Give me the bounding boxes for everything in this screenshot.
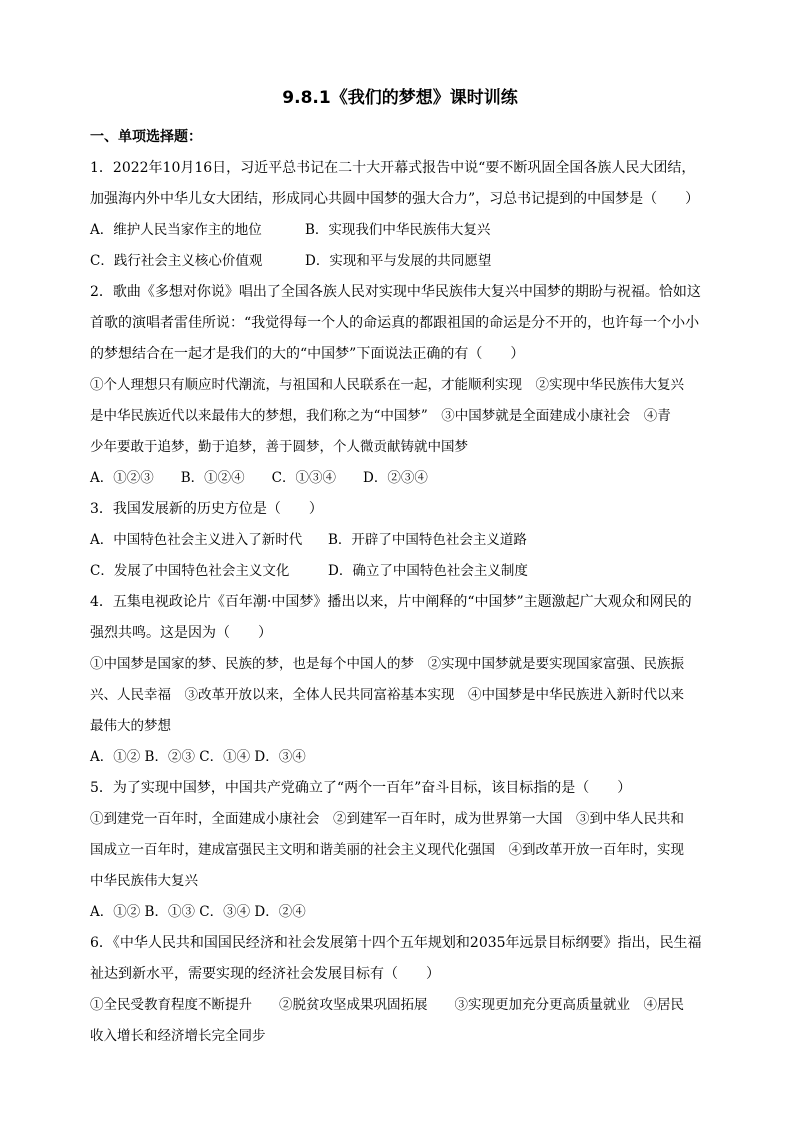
options-row: [90, 525, 710, 556]
question-3: [90, 494, 710, 587]
question-text: 加强海内外中华儿女大团结，形成同心共圆中国梦的强大合力”，习总书记提到的中国梦是（ ）: [90, 191, 700, 207]
question-text: 5．为了实现中国梦，中国共产党确立了“两个一百年”奋斗目标，该目标指的是（ ）: [90, 780, 632, 796]
option-a: A．维护人民当家作主的地位: [90, 222, 262, 238]
options-row: A．①② B．②③ C．①④ D．③④: [90, 749, 306, 765]
question-text: 1．2022年10月16日，习近平总书记在二十大开幕式报告中说“要不断巩固全国各族人民大团结，: [90, 160, 696, 176]
statement-line: 收入增长和经济增长完全同步: [90, 1028, 266, 1044]
question-text: 2．歌曲《多想对你说》唱出了全国各族人民对实现中华民族伟大复兴中国梦的期盼与祝福。恰如这: [90, 284, 701, 300]
statement-line: ①中国梦是国家的梦、民族的梦，也是每个中国人的梦 ②实现中国梦就是要实现国家富强、民族振: [90, 656, 684, 672]
statement-line: ①到建党一百年时，全面建成小康社会 ②到建军一百年时，成为世界第一大国 ③到中华人民共和: [90, 811, 684, 827]
options-row: [90, 215, 710, 246]
question-6: [90, 928, 710, 1052]
option-b: B．开辟了中国特色社会主义道路: [328, 532, 527, 548]
question-text: 3．我国发展新的历史方位是（ ）: [90, 501, 323, 517]
statement-line: 是中华民族近代以来最伟大的梦想，我们称之为“中国梦” ③中国梦就是全面建成小康社会 ④青: [90, 408, 671, 424]
statement-line: 国成立一百年时，建成富强民主文明和谐美丽的社会主义现代化强国 ④到改革开放一百年时，实现: [90, 842, 684, 858]
question-text: 强烈共鸣。这是因为（ ）: [90, 625, 272, 641]
question-text: 祉达到新水平，需要实现的经济社会发展目标有（ ）: [90, 966, 440, 982]
statement-line: 兴、人民幸福 ③改革开放以来，全体人民共同富裕基本实现 ④中国梦是中华民族进入新时代以来: [90, 687, 684, 703]
question-text: 6．《中华人民共和国国民经济和社会发展第十四个五年规划和2035年远景目标纲要》指出，民生福: [90, 935, 702, 951]
statement-line: 少年要敢于追梦，勤于追梦，善于圆梦，个人微贡献铸就中国梦: [90, 439, 468, 455]
options-row: A．①②③ B．①②④ C．①③④ D．②③④: [90, 470, 428, 486]
page-title: 9.8.1《我们的梦想》课时训练: [282, 88, 518, 108]
section-heading: 一、单项选择题：: [90, 129, 202, 145]
option-b: B．实现我们中华民族伟大复兴: [305, 222, 491, 238]
option-c: C．践行社会主义核心价值观: [90, 253, 263, 269]
options-row: A．①② B．①③ C．③④ D．②④: [90, 904, 306, 920]
option-a: A．中国特色社会主义进入了新时代: [90, 532, 303, 548]
statement-line: 中华民族伟大复兴: [90, 873, 198, 889]
option-c: C．发展了中国特色社会主义文化: [90, 563, 290, 579]
question-1: [90, 153, 710, 277]
question-text: 4．五集电视政论片《百年潮·中国梦》播出以来，片中阐释的“中国梦”主题激起广大观众和网民的: [90, 594, 692, 610]
option-d: D．实现和平与发展的共同愿望: [305, 253, 492, 269]
question-5: [90, 773, 710, 928]
question-2: [90, 277, 710, 494]
question-4: [90, 587, 710, 773]
option-d: D．确立了中国特色社会主义制度: [328, 563, 528, 579]
statement-line: ①个人理想只有顺应时代潮流，与祖国和人民联系在一起，才能顺利实现 ②实现中华民族伟大复兴: [90, 377, 684, 393]
options-row: [90, 556, 710, 587]
question-text: 的梦想结合在一起才是我们的大的“中国梦”下面说法正确的有（ ）: [90, 346, 525, 362]
options-row: [90, 246, 710, 277]
question-text: 首歌的演唱者雷佳所说：“我觉得每一个人的命运真的都跟祖国的命运是分不开的，也许每一个小小: [90, 315, 700, 331]
worksheet: [90, 86, 710, 1052]
statement-line: 最伟大的梦想: [90, 718, 171, 734]
statement-line: ①全民受教育程度不断提升 ②脱贫攻坚成果巩固拓展 ③实现更加充分更高质量就业 ④居民: [90, 997, 684, 1013]
